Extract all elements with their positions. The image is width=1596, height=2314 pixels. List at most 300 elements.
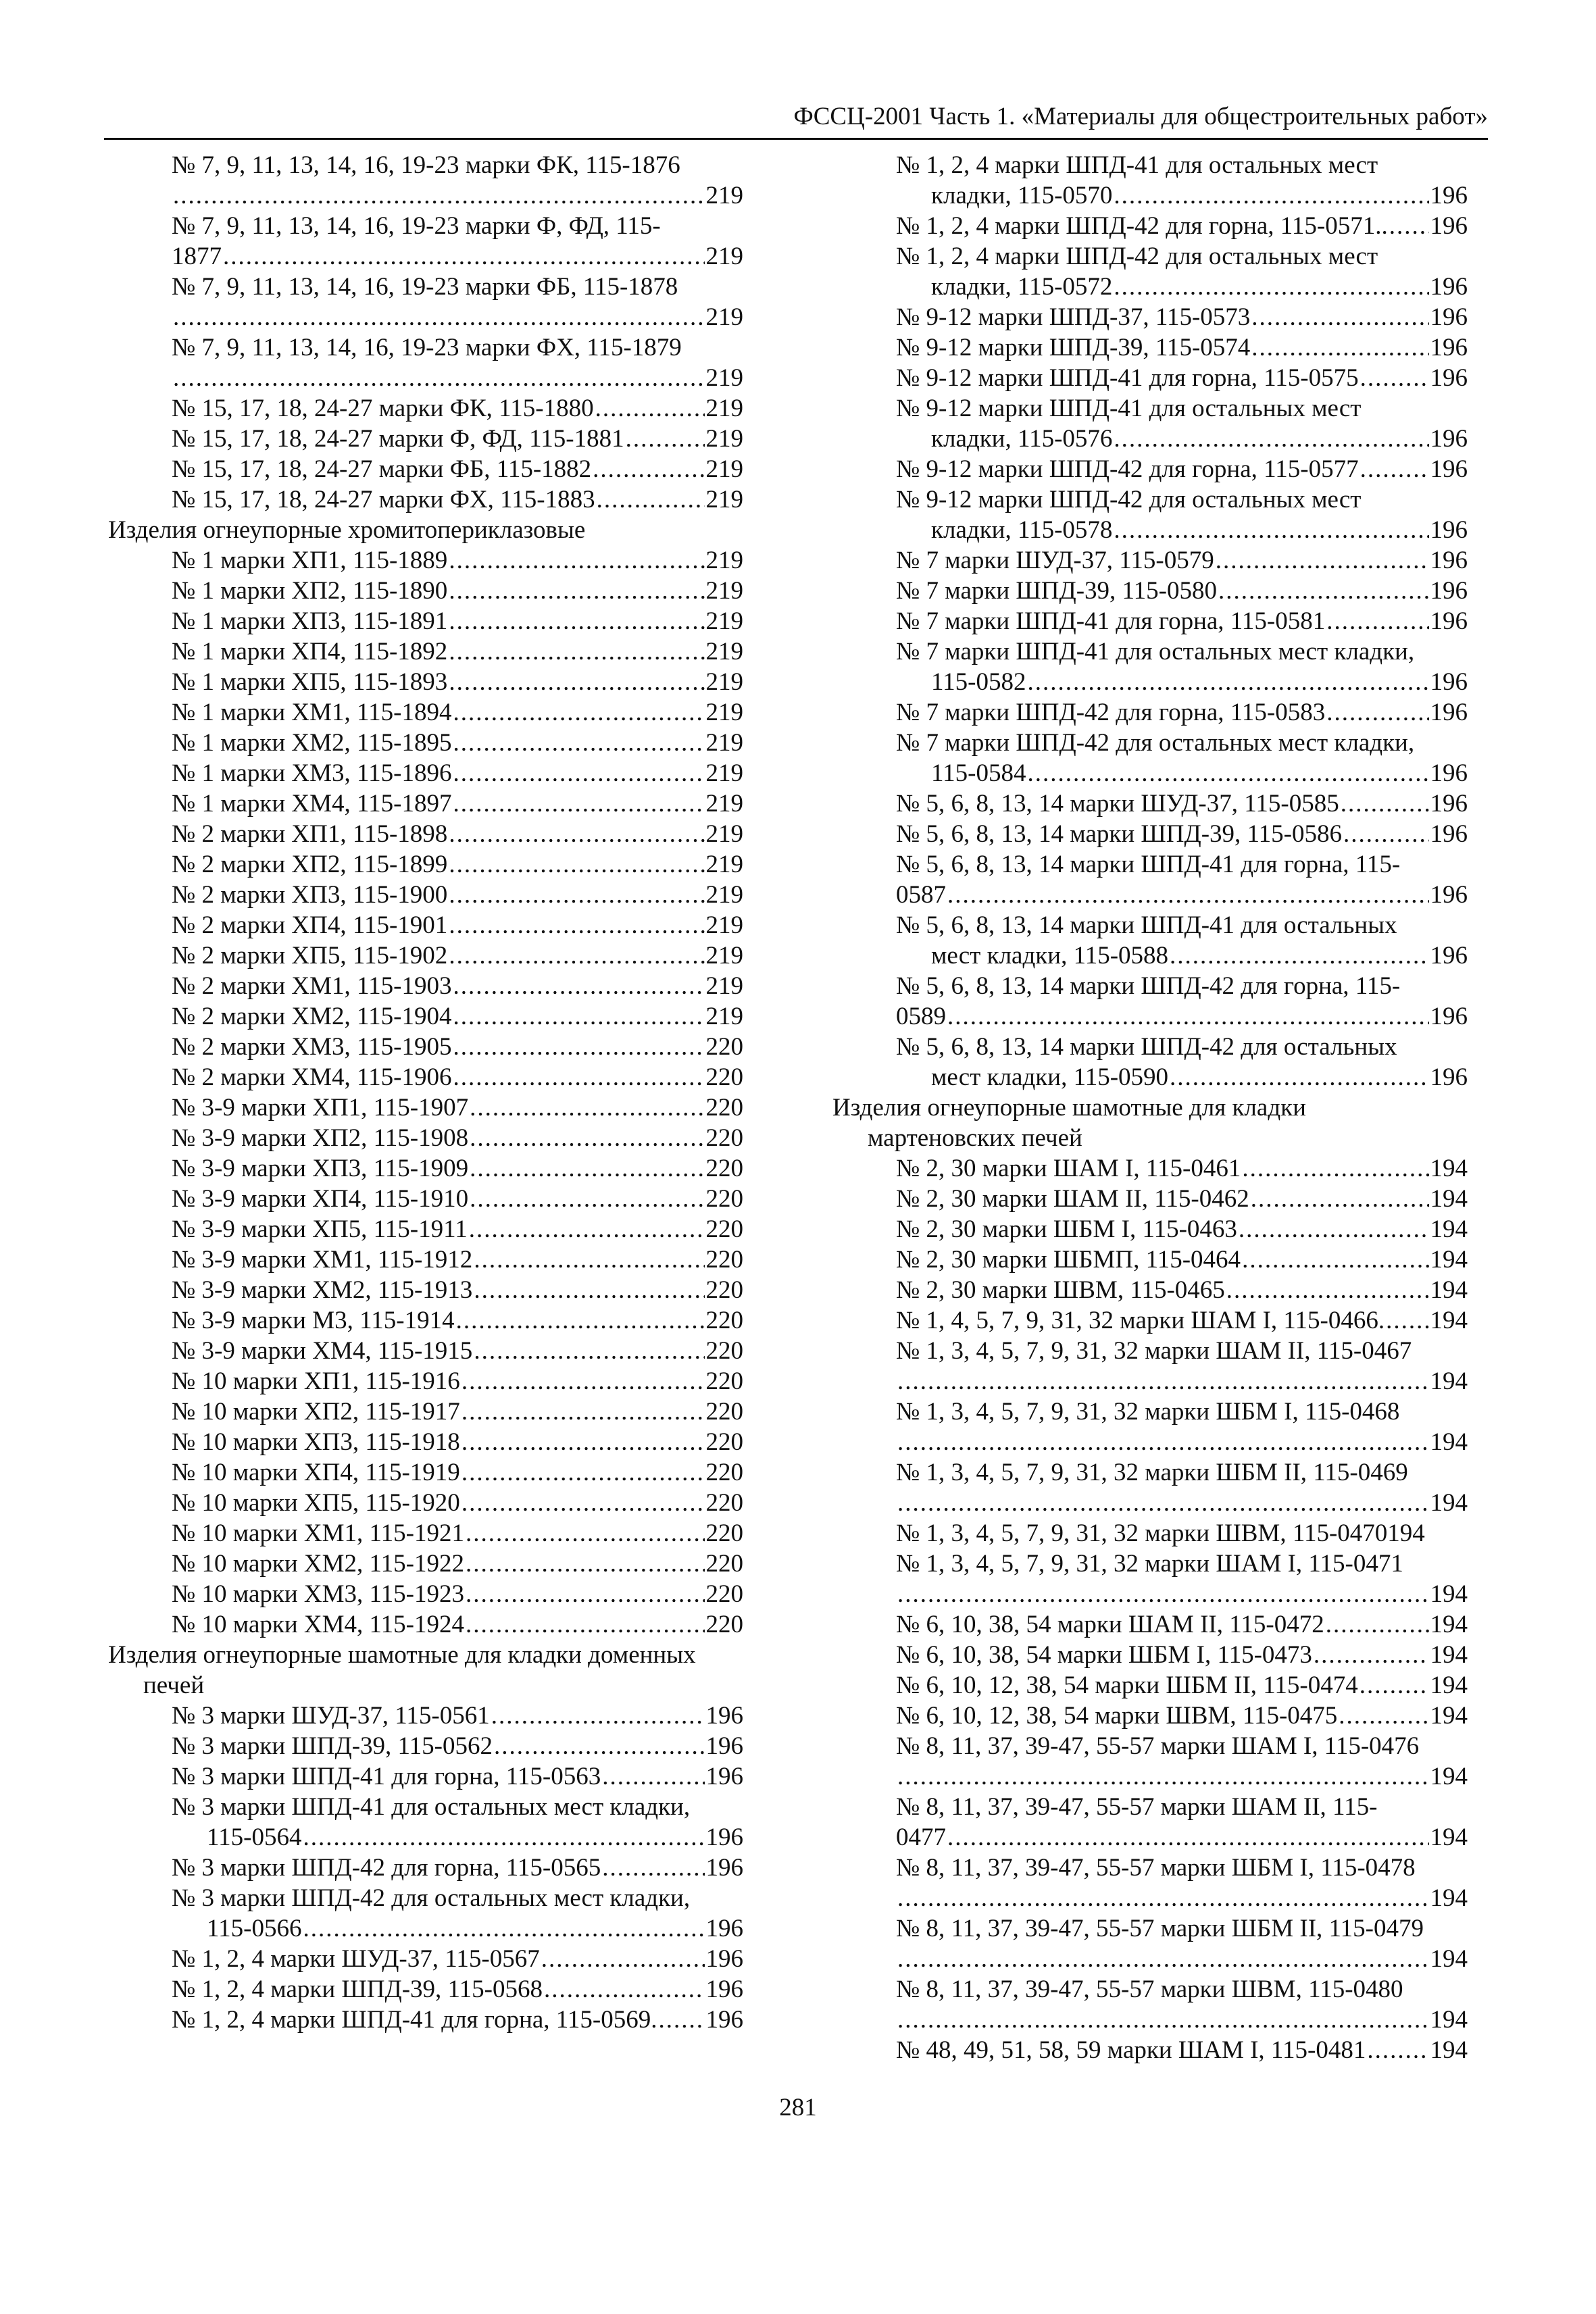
index-entry-line (108, 1184, 743, 1214)
entry-text: кладки, 115-0576 (931, 425, 1113, 453)
dot-leader (462, 1488, 705, 1518)
dot-leader (1114, 424, 1428, 454)
dot-leader (1360, 363, 1429, 393)
index-entry-line (108, 940, 743, 971)
index-entry-line (832, 1913, 1468, 1944)
index-entry (832, 697, 1468, 728)
entry-page-number: 196 (1430, 182, 1468, 209)
dot-leader (1251, 1184, 1429, 1214)
index-entry-line (108, 2005, 743, 2035)
entry-page-number: 196 (1430, 942, 1468, 970)
entry-page-number: 219 (705, 881, 743, 909)
index-entry-line (832, 302, 1468, 332)
index-entry (108, 1488, 743, 1518)
dot-leader (453, 728, 704, 758)
entry-page-number: 219 (705, 364, 743, 392)
entry-page-number: 220 (705, 1428, 743, 1456)
index-entry-line (832, 667, 1468, 697)
entry-text: № 3 марки ШПД-42 для горна, 115-0565 (172, 1854, 601, 1882)
dot-leader (602, 1761, 704, 1792)
dot-leader (897, 1883, 1429, 1913)
entry-text: № 15, 17, 18, 24-27 марки ФК, 115-1880 (172, 395, 594, 422)
index-entry (108, 1457, 743, 1488)
entry-page-number: 196 (1430, 790, 1468, 818)
dot-leader (1360, 1670, 1429, 1701)
dot-leader (1251, 332, 1428, 363)
entry-text: № 7 марки ШПД-42 для горна, 115-0583 (896, 699, 1326, 726)
dot-leader (449, 636, 704, 667)
index-entry (108, 1305, 743, 1336)
entry-page-number: 196 (705, 1854, 743, 1882)
entry-page-number: 194 (1430, 1155, 1468, 1182)
entry-text: № 7 марки ШУД-37, 115-0579 (896, 547, 1214, 574)
index-entry (108, 971, 743, 1001)
entry-page-number: 194 (1430, 1215, 1468, 1243)
index-entry-line (108, 880, 743, 910)
entry-text: № 5, 6, 8, 13, 14 марки ШПД-42 для горна, 115- (896, 972, 1401, 1000)
index-entry (832, 1792, 1468, 1853)
index-entry-line (832, 1092, 1468, 1123)
entry-text: № 7, 9, 11, 13, 14, 16, 19-23 марки ФХ, 115-1879 (172, 334, 682, 361)
entry-text: № 1, 2, 4 марки ШПД-42 для остальных мест (896, 243, 1378, 270)
index-entry (108, 1397, 743, 1427)
entry-text: № 3 марки ШПД-42 для остальных мест кладки, (172, 1884, 691, 1912)
index-entry (832, 363, 1468, 393)
entry-text: № 15, 17, 18, 24-27 марки Ф, ФД, 115-1881 (172, 425, 624, 453)
index-entry-line (108, 576, 743, 606)
index-entry-line (108, 393, 743, 424)
index-entry-line (832, 1153, 1468, 1184)
entry-text: № 10 марки ХП2, 115-1917 (172, 1398, 460, 1426)
entry-page-number: 220 (705, 1550, 743, 1578)
entry-text: № 1, 2, 4 марки ШПД-41 для горна, 115-0569. (172, 2006, 657, 2034)
entry-page-number: 196 (705, 1732, 743, 1760)
entry-text: № 1 марки ХП2, 115-1890 (172, 577, 448, 605)
index-entry (108, 880, 743, 910)
index-entry (108, 393, 743, 424)
entry-page-number: 196 (1430, 273, 1468, 301)
entry-text: 0587 (896, 881, 946, 909)
entry-page-number: 196 (705, 1823, 743, 1851)
dot-leader (449, 545, 704, 576)
index-entry (108, 1214, 743, 1244)
index-entry (108, 1609, 743, 1640)
entry-page-number: 220 (705, 1124, 743, 1152)
entry-text: № 7, 9, 11, 13, 14, 16, 19-23 марки Ф, ФД, 115- (172, 212, 661, 240)
dot-leader (1367, 2035, 1428, 2065)
dot-leader (453, 788, 704, 819)
dot-leader (449, 940, 704, 971)
entry-text: № 3-9 марки ХМ2, 115-1913 (172, 1276, 473, 1304)
entry-text: № 3-9 марки ХП4, 115-1910 (172, 1185, 469, 1213)
index-entry (832, 332, 1468, 363)
dot-leader (1389, 211, 1429, 241)
entry-page-number: 196 (1430, 881, 1468, 909)
index-entry (832, 971, 1468, 1032)
dot-leader (1170, 940, 1428, 971)
entry-text: № 2, 30 марки ШАМ I, 115-0461 (896, 1155, 1241, 1182)
entry-page-number: 219 (705, 547, 743, 574)
entry-text: № 2 марки ХП3, 115-1900 (172, 881, 448, 909)
index-entry-line (832, 1883, 1468, 1913)
index-entry-line (832, 1366, 1468, 1397)
dot-leader (453, 1032, 704, 1062)
dot-leader (1386, 1305, 1428, 1336)
entry-text: № 1, 3, 4, 5, 7, 9, 31, 32 марки ШБМ I, 115-0468 (896, 1398, 1400, 1426)
index-entry-line (832, 971, 1468, 1001)
entry-page-number: 194 (1430, 1185, 1468, 1213)
entry-page-number: 196 (1430, 577, 1468, 605)
entry-page-number: 194 (1430, 2006, 1468, 2034)
index-entry-line (108, 788, 743, 819)
index-entry (832, 1609, 1468, 1640)
index-entry-line (108, 1913, 743, 1944)
index-entry (108, 606, 743, 636)
index-entry-line (108, 849, 743, 880)
index-entry (832, 302, 1468, 332)
index-entry (832, 1214, 1468, 1244)
index-heading (108, 1640, 743, 1701)
index-entry-line (108, 332, 743, 363)
index-entry-line (108, 1001, 743, 1032)
entry-page-number: 196 (1430, 425, 1468, 453)
index-entry-line (108, 1883, 743, 1913)
index-entry-line (108, 545, 743, 576)
dot-leader (1216, 545, 1429, 576)
entry-page-number: 194 (1430, 1246, 1468, 1274)
index-entry (108, 1184, 743, 1214)
entry-text: № 1, 3, 4, 5, 7, 9, 31, 32 марки ШАМ I, 115-0471 (896, 1550, 1403, 1578)
entry-text: № 6, 10, 38, 54 марки ШАМ II, 115-0472 (896, 1611, 1324, 1638)
entry-page-number: 196 (705, 1915, 743, 1942)
index-entry (108, 788, 743, 819)
index-entry-line (832, 2035, 1468, 2065)
index-entry-line (832, 940, 1468, 971)
dot-leader (544, 1974, 705, 2005)
index-entry-line (108, 758, 743, 788)
index-entry (108, 1853, 743, 1883)
index-entry (108, 1518, 743, 1549)
entry-page-number: 196 (705, 1702, 743, 1730)
entry-text: № 1 марки ХМ4, 115-1897 (172, 790, 452, 818)
entry-text: № 8, 11, 37, 39-47, 55-57 марки ШВМ, 115-0480 (896, 1976, 1403, 2003)
index-entry (108, 576, 743, 606)
dot-leader (541, 1944, 705, 1974)
entry-page-number: 194 (1430, 1884, 1468, 1912)
dot-leader (1326, 1609, 1429, 1640)
index-entry-line (832, 1488, 1468, 1518)
entry-text: № 2 марки ХП1, 115-1898 (172, 820, 448, 848)
entry-page-number: 194 (1430, 1276, 1468, 1304)
index-entry-line (832, 1944, 1468, 1974)
entry-page-number: 219 (705, 1003, 743, 1030)
dot-leader (494, 1731, 705, 1761)
index-entry-line (832, 1822, 1468, 1853)
entry-page-number: 194 (1430, 1367, 1468, 1395)
dot-leader (897, 2005, 1429, 2035)
entry-page-number: 196 (705, 1976, 743, 2003)
dot-leader (453, 1001, 704, 1032)
page-number: 281 (779, 2094, 817, 2121)
index-entry (108, 150, 743, 211)
index-entry-line (108, 1974, 743, 2005)
entry-page-number: 219 (705, 638, 743, 665)
entry-text: № 1, 3, 4, 5, 7, 9, 31, 32 марки ШБМ II, 115-0469 (896, 1459, 1408, 1486)
index-entry (832, 576, 1468, 606)
dot-leader (462, 1397, 705, 1427)
entry-text: № 1 марки ХП1, 115-1889 (172, 547, 448, 574)
index-entry (832, 1457, 1468, 1518)
index-column-right (832, 150, 1468, 2065)
index-entry-line (832, 606, 1468, 636)
index-entry-line (832, 1275, 1468, 1305)
index-entry-line (108, 1032, 743, 1062)
index-entry (108, 1761, 743, 1792)
entry-text: № 10 марки ХП1, 115-1916 (172, 1367, 460, 1395)
index-entry-line (832, 1670, 1468, 1701)
entry-text: № 9-12 марки ШПД-39, 115-0574 (896, 334, 1251, 361)
index-entry-line (108, 1579, 743, 1609)
dot-leader (1343, 819, 1429, 849)
dot-leader (1242, 1153, 1428, 1184)
entry-page-number: 219 (705, 243, 743, 270)
entry-text: № 15, 17, 18, 24-27 марки ФБ, 115-1882 (172, 455, 592, 483)
entry-text: 0589 (896, 1003, 946, 1030)
dot-leader (449, 849, 704, 880)
dot-leader (1239, 1214, 1429, 1244)
dot-leader (303, 1913, 704, 1944)
entry-page-number: 196 (1430, 820, 1468, 848)
index-entry (108, 636, 743, 667)
running-header: ФССЦ-2001 Часть 1. «Материалы для общестроительных работ» (793, 103, 1488, 130)
entry-text: печей (143, 1671, 205, 1699)
index-entry-line (108, 363, 743, 393)
entry-text: № 3-9 марки ХП2, 115-1908 (172, 1124, 469, 1152)
index-entry (108, 1579, 743, 1609)
entry-page-number: 196 (1430, 668, 1468, 696)
entry-text: № 1, 2, 4 марки ШПД-41 для остальных мест (896, 151, 1378, 179)
dot-leader (449, 880, 704, 910)
dot-leader (453, 1062, 704, 1092)
index-entry (832, 2035, 1468, 2065)
index-entry (832, 849, 1468, 910)
entry-page-number: 219 (705, 486, 743, 513)
index-entry (108, 211, 743, 272)
entry-page-number: 196 (705, 2006, 743, 2034)
index-entry (108, 849, 743, 880)
index-entry-line (832, 150, 1468, 180)
dot-leader (1114, 180, 1428, 211)
entry-text: № 3-9 марки ХП1, 115-1907 (172, 1094, 469, 1122)
index-entry-line (108, 1549, 743, 1579)
index-heading (108, 515, 743, 545)
entry-text: Изделия огнеупорные хромитопериклазовые (108, 516, 586, 544)
dot-leader (449, 910, 704, 940)
entry-page-number: 196 (705, 1763, 743, 1790)
dot-leader (491, 1701, 705, 1731)
index-entry-line (832, 363, 1468, 393)
entry-page-number: 220 (705, 1215, 743, 1243)
dot-leader (462, 1457, 705, 1488)
entry-text: № 10 марки ХМ3, 115-1923 (172, 1580, 464, 1608)
entry-page-number: 194 (1430, 1763, 1468, 1790)
entry-page-number: 220 (705, 1063, 743, 1091)
dot-leader (1341, 788, 1429, 819)
entry-text: № 3 марки ШПД-41 для горна, 115-0563 (172, 1763, 601, 1790)
index-entry-line (832, 1336, 1468, 1366)
entry-page-number: 196 (1430, 455, 1468, 483)
index-entry (108, 272, 743, 332)
index-entry-line (108, 1275, 743, 1305)
index-column-left (108, 150, 743, 2035)
dot-leader (474, 1336, 704, 1366)
index-entry-line (832, 545, 1468, 576)
entry-text: № 7 марки ШПД-41 для горна, 115-0581 (896, 607, 1326, 635)
index-entry (832, 1549, 1468, 1609)
dot-leader (897, 1761, 1429, 1792)
entry-text: 1877 (172, 243, 222, 270)
index-entry (108, 1275, 743, 1305)
index-entry-line (108, 150, 743, 180)
index-entry-line (832, 1427, 1468, 1457)
index-entry-line (832, 211, 1468, 241)
index-entry-line (832, 1974, 1468, 2005)
entry-page-number: 219 (705, 759, 743, 787)
index-entry-line (108, 1214, 743, 1244)
entry-page-number: 194 (1430, 1580, 1468, 1608)
entry-text: № 5, 6, 8, 13, 14 марки ШПД-39, 115-0586 (896, 820, 1342, 848)
dot-leader (947, 1001, 1429, 1032)
index-entry-line (108, 272, 743, 302)
dot-leader (449, 819, 704, 849)
index-entry-line (832, 1001, 1468, 1032)
index-entry-line (832, 393, 1468, 424)
entry-page-number: 194 (1387, 1519, 1425, 1547)
dot-leader (897, 1488, 1429, 1518)
index-entry-line (108, 1822, 743, 1853)
entry-page-number: 219 (705, 668, 743, 696)
dot-leader (453, 971, 704, 1001)
index-entry (108, 728, 743, 758)
index-entry-line (832, 1579, 1468, 1609)
entry-text: № 6, 10, 38, 54 марки ШБМ I, 115-0473 (896, 1641, 1312, 1669)
index-entry-line (108, 1427, 743, 1457)
entry-text: кладки, 115-0572 (931, 273, 1113, 301)
index-entry (108, 940, 743, 971)
index-entry (108, 1336, 743, 1366)
entry-text: № 8, 11, 37, 39-47, 55-57 марки ШБМ I, 115-0478 (896, 1854, 1416, 1882)
entry-page-number: 220 (705, 1246, 743, 1274)
index-entry-line (832, 1214, 1468, 1244)
index-entry (832, 484, 1468, 545)
index-entry (832, 454, 1468, 484)
index-entry (832, 241, 1468, 302)
entry-text: 115-0564 (207, 1823, 302, 1851)
entry-page-number: 220 (705, 1398, 743, 1426)
index-entry-line (108, 606, 743, 636)
index-entry (832, 1913, 1468, 1974)
index-entry-line (108, 1366, 743, 1397)
entry-text: № 6, 10, 12, 38, 54 марки ШВМ, 115-0475 (896, 1702, 1338, 1730)
index-entry (832, 1275, 1468, 1305)
dot-leader (897, 1579, 1429, 1609)
entry-text: № 10 марки ХМ4, 115-1924 (172, 1611, 464, 1638)
entry-text: № 2, 30 марки ШАМ II, 115-0462 (896, 1185, 1249, 1213)
index-entry-line (108, 1123, 743, 1153)
dot-leader (173, 180, 705, 211)
dot-leader (1251, 302, 1428, 332)
index-entry (108, 332, 743, 393)
dot-leader (173, 363, 705, 393)
index-entry (108, 1883, 743, 1944)
index-entry-line (832, 1184, 1468, 1214)
index-entry (108, 819, 743, 849)
index-entry (832, 1336, 1468, 1397)
dot-leader (1326, 606, 1428, 636)
index-entry (108, 1731, 743, 1761)
index-entry-line (108, 1153, 743, 1184)
entry-page-number: 196 (1430, 759, 1468, 787)
entry-text: № 9-12 марки ШПД-42 для горна, 115-0577 (896, 455, 1359, 483)
entry-page-number: 219 (705, 607, 743, 635)
index-entry (832, 1640, 1468, 1670)
entry-text: № 6, 10, 12, 38, 54 марки ШБМ II, 115-0474 (896, 1671, 1358, 1699)
entry-page-number: 220 (705, 1276, 743, 1304)
entry-page-number: 196 (1430, 607, 1468, 635)
index-entry-line (832, 1609, 1468, 1640)
dot-leader (456, 1305, 705, 1336)
index-entry-line (832, 849, 1468, 880)
index-entry (108, 1974, 743, 2005)
dot-leader (462, 1427, 705, 1457)
index-entry (108, 1427, 743, 1457)
index-entry-line (108, 1609, 743, 1640)
entry-page-number: 194 (1430, 1611, 1468, 1638)
entry-page-number: 219 (705, 577, 743, 605)
entry-page-number: 220 (705, 1033, 743, 1061)
index-entry-line (108, 910, 743, 940)
entry-text: № 9-12 марки ШПД-37, 115-0573 (896, 303, 1251, 331)
index-entry (108, 1001, 743, 1032)
index-entry (832, 1184, 1468, 1214)
entry-text: Изделия огнеупорные шамотные для кладки доменных (108, 1641, 696, 1669)
entry-text: № 3 марки ШПД-41 для остальных мест кладки, (172, 1793, 691, 1821)
entry-text: № 3-9 марки ХП5, 115-1911 (172, 1215, 468, 1243)
dot-leader (1027, 758, 1428, 788)
index-entry-line (832, 2005, 1468, 2035)
entry-page-number: 220 (705, 1611, 743, 1638)
entry-page-number: 220 (705, 1489, 743, 1517)
entry-text: № 1, 3, 4, 5, 7, 9, 31, 32 марки ШВМ, 115-0470 (896, 1519, 1388, 1547)
dot-leader (626, 424, 705, 454)
entry-text: 0477 (896, 1823, 946, 1851)
index-entry-line (108, 424, 743, 454)
index-entry (832, 1853, 1468, 1913)
index-entry-line (832, 1244, 1468, 1275)
entry-page-number: 194 (1430, 1702, 1468, 1730)
entry-text: № 7, 9, 11, 13, 14, 16, 19-23 марки ФК, 115-1876 (172, 151, 680, 179)
dot-leader (1326, 697, 1428, 728)
index-entry-line (108, 1792, 743, 1822)
dot-leader (474, 1244, 704, 1275)
index-entry-line (832, 1518, 1468, 1549)
entry-page-number: 219 (705, 942, 743, 970)
index-entry (832, 1305, 1468, 1336)
index-entry-line (832, 819, 1468, 849)
index-entry (832, 1153, 1468, 1184)
index-entry-line (832, 880, 1468, 910)
entry-text: № 1 марки ХП3, 115-1891 (172, 607, 448, 635)
